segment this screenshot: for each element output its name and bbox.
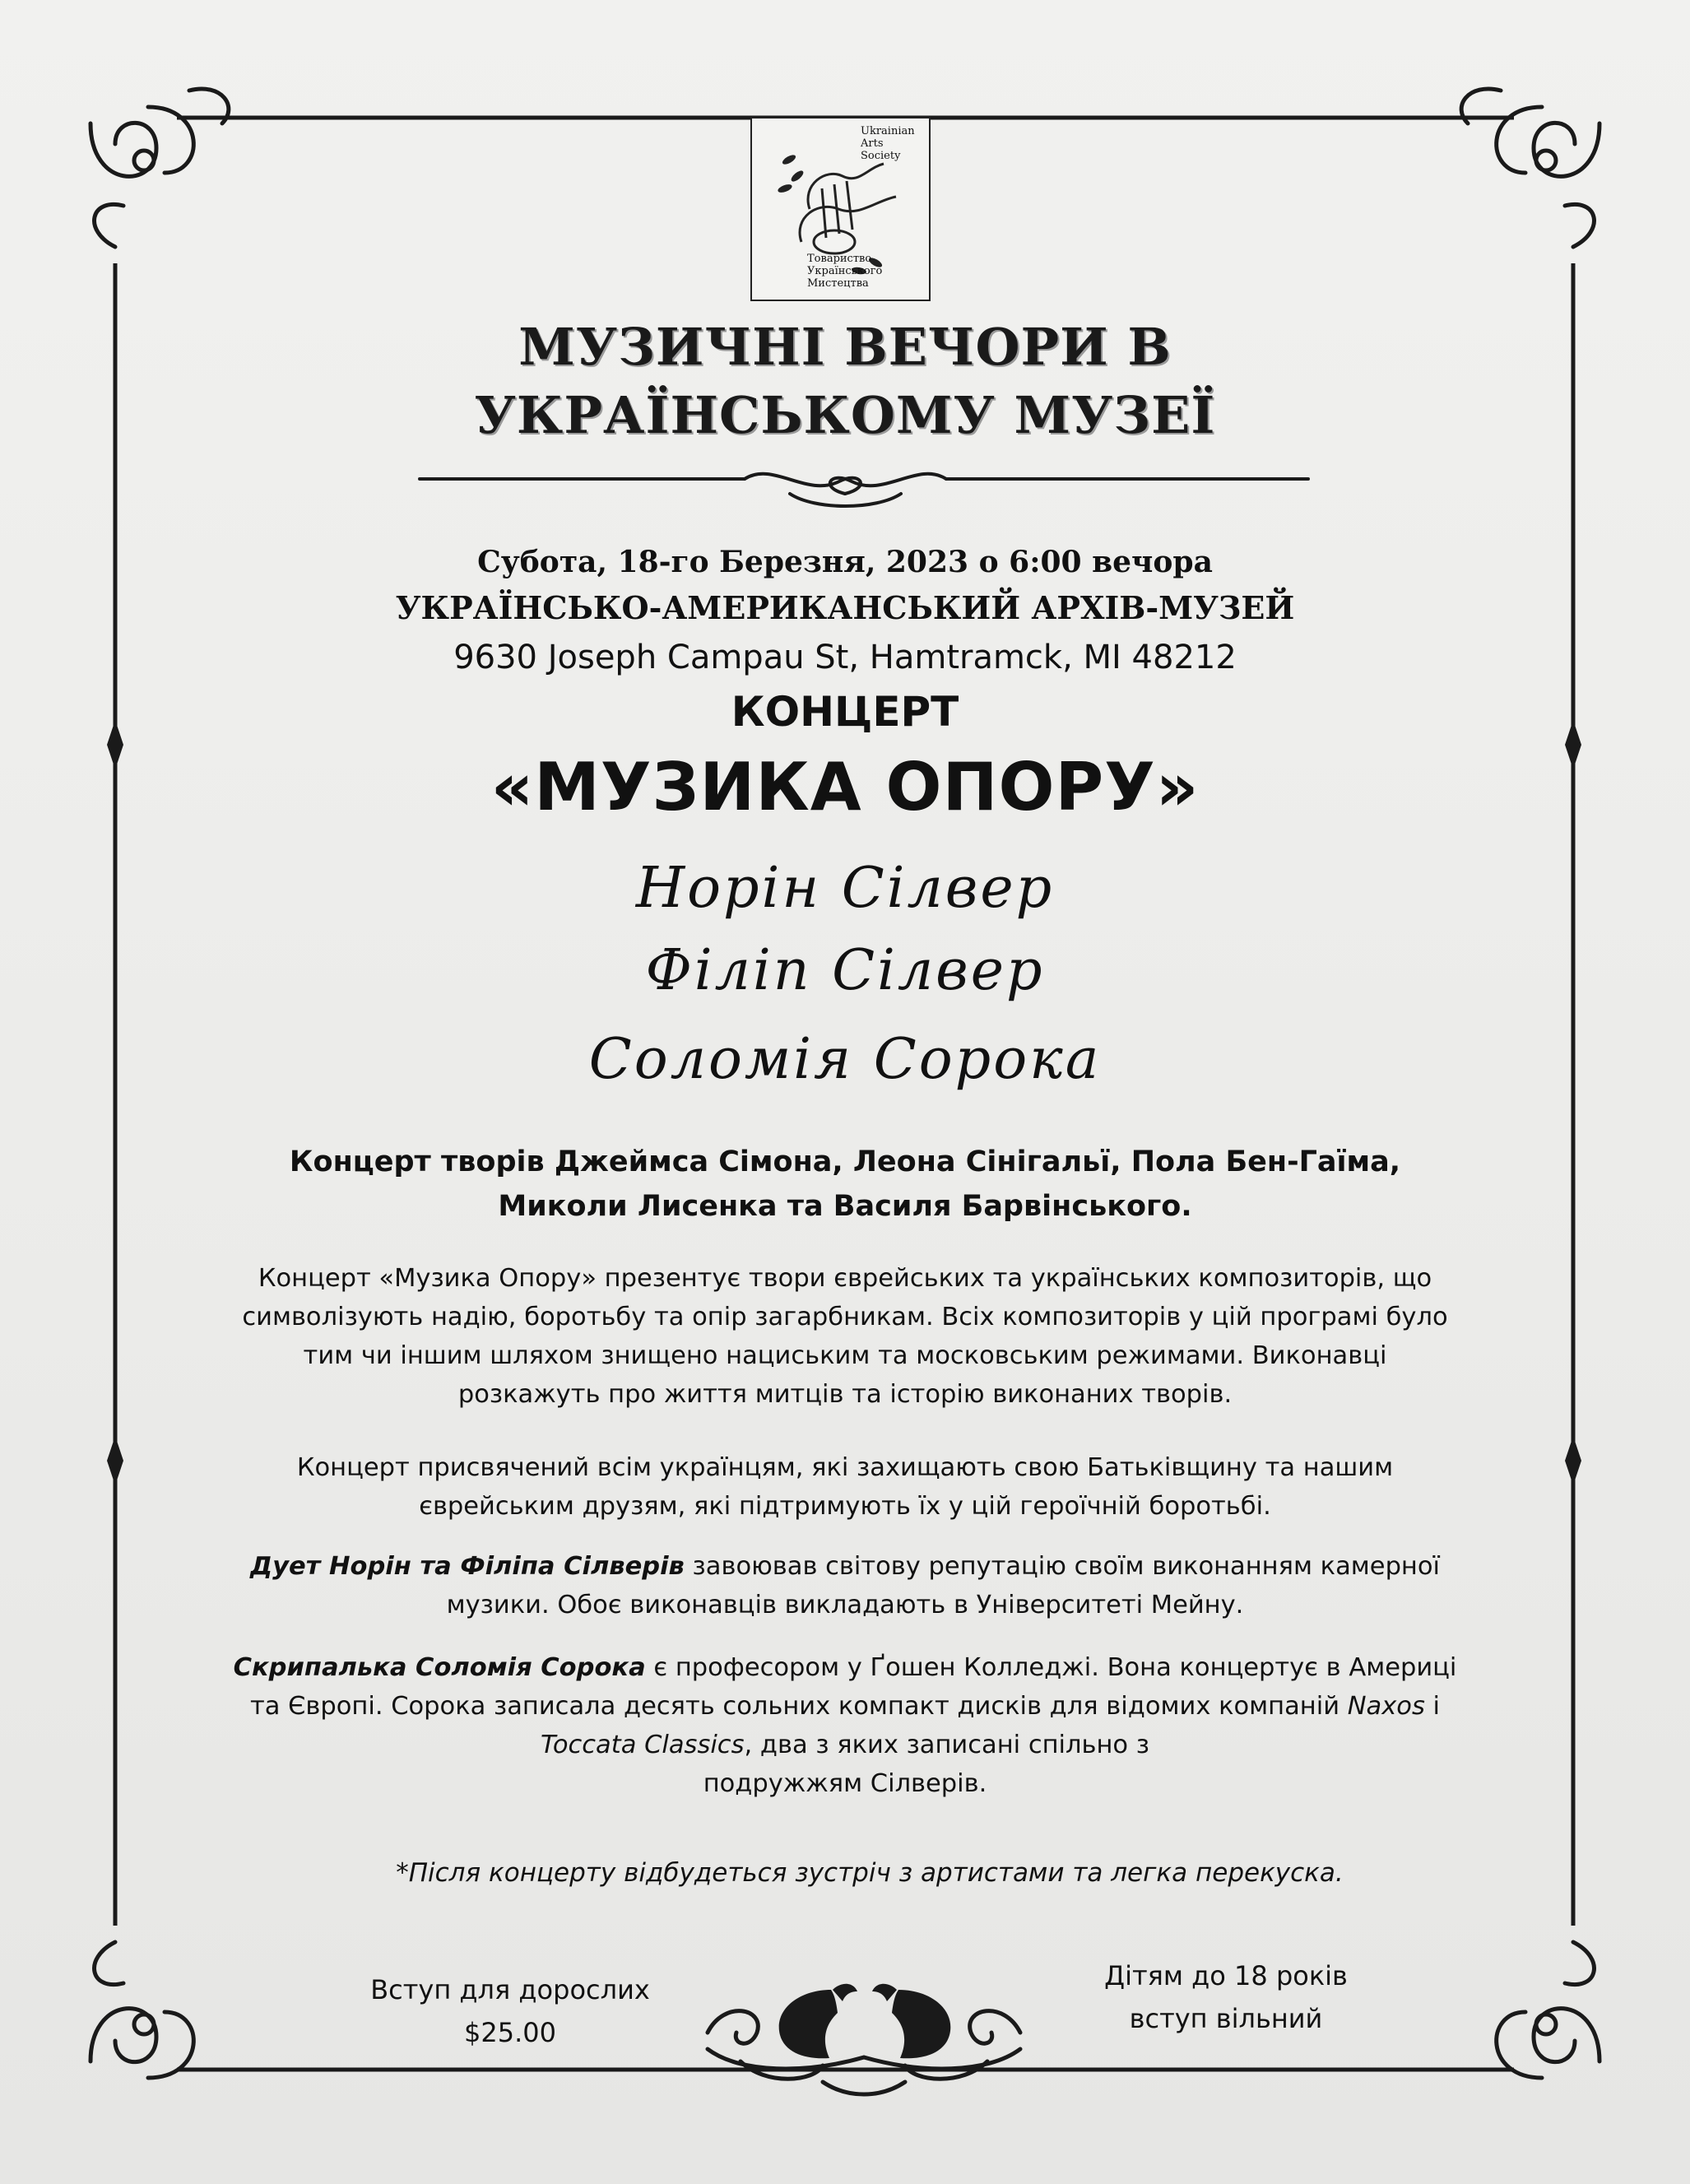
composers-line-2: Миколи Лисенка та Василя Барвінського. (498, 1190, 1192, 1223)
paragraph-line: єврейським друзям, які підтримують їх у цій героїчній боротьбі. (419, 1492, 1271, 1521)
logo-text-ua-2: Українського Мистецтва (807, 265, 883, 290)
duo-paragraph (0, 1547, 1690, 1624)
violinist-name: Скрипалька Соломія Сорока (233, 1653, 646, 1682)
paragraph-line: Концерт присвячений всім українцям, які захищають свою Батьківщину та нашим (296, 1453, 1394, 1482)
kids-ticket-free: вступ вільний (1129, 2003, 1323, 2034)
performer-3: Соломія Сорока (588, 1027, 1102, 1092)
paragraph-text: завоював світову репутацію своїм виконанням камерної (684, 1552, 1441, 1581)
logo-text-en-1: Ukrainian (861, 125, 915, 137)
performer-2: Філіп Сілвер (645, 938, 1045, 1003)
paragraph-text: та Європі. Сорока записала десять сольних компакт дисків для відомих компаній (249, 1692, 1348, 1721)
paragraph-text: і (1424, 1692, 1441, 1721)
paragraph-text: є професором у Ґошен Колледжі. Вона концертує в Америці (645, 1653, 1457, 1682)
violinist-paragraph (0, 1648, 1690, 1803)
concert-title: «МУЗИКА ОПОРУ» (490, 749, 1200, 825)
page-title-line-1: МУЗИЧНІ ВЕЧОРИ В (518, 317, 1172, 377)
dedication-paragraph (0, 1448, 1690, 1526)
kids-ticket-info (1061, 1954, 1391, 2040)
description-paragraph (0, 1259, 1690, 1414)
adult-ticket-price: $25.00 (464, 2017, 556, 2048)
label-naxos: Naxos (1347, 1692, 1425, 1721)
page-title-line-2: УКРАЇНСЬКОМУ МУЗЕЇ (474, 385, 1216, 445)
logo-text-en-2: Arts Society (861, 137, 901, 162)
kids-ticket-label: Дітям до 18 років (1104, 1960, 1348, 1991)
paragraph-line: розкажуть про життя митців та історію виконаних творів. (457, 1380, 1233, 1409)
adult-ticket-info (346, 1968, 675, 2054)
label-toccata: Toccata Classics (541, 1731, 745, 1759)
event-date: Субота, 18-го Березня, 2023 о 6:00 вечора (477, 545, 1213, 579)
duo-name: Дует Норін та Філіпа Сілверів (249, 1552, 685, 1581)
performer-1: Норін Сілвер (635, 856, 1055, 921)
paragraph-line: Концерт «Музика Опору» презентує твори єврейських та українських композиторів, що (258, 1264, 1432, 1293)
paragraph-line: музики. Обоє виконавців викладають в Університеті Мейну. (446, 1591, 1244, 1619)
paragraph-line: символізують надію, боротьбу та опір загарбникам. Всіх композиторів у цій програмі було (242, 1303, 1448, 1331)
adult-ticket-label: Вступ для дорослих (370, 1974, 650, 2005)
logo-text-ua-1: Товариство (807, 253, 872, 265)
paragraph-line: подружжям Сілверів. (703, 1769, 987, 1798)
paragraph-text: , два з яких записані спільно з (744, 1731, 1149, 1759)
event-address: 9630 Joseph Campau St, Hamtramck, MI 48212 (453, 639, 1237, 676)
composers-line-1: Концерт творів Джеймса Сімона, Леона Сінігальї, Пола Бен-Гаїма, (289, 1145, 1401, 1178)
event-venue: УКРАЇНСЬКО-АМЕРИКАНСЬКИЙ АРХІВ-МУЗЕЙ (395, 589, 1295, 626)
reception-note: *Після концерту відбудеться зустріч з артистами та легка перекуска. (396, 1858, 1344, 1888)
paragraph-line: тим чи іншим шляхом знищено нациським та московським режимами. Виконавці (303, 1341, 1387, 1370)
society-logo (750, 117, 931, 301)
concert-label: КОНЦЕРТ (731, 688, 959, 736)
